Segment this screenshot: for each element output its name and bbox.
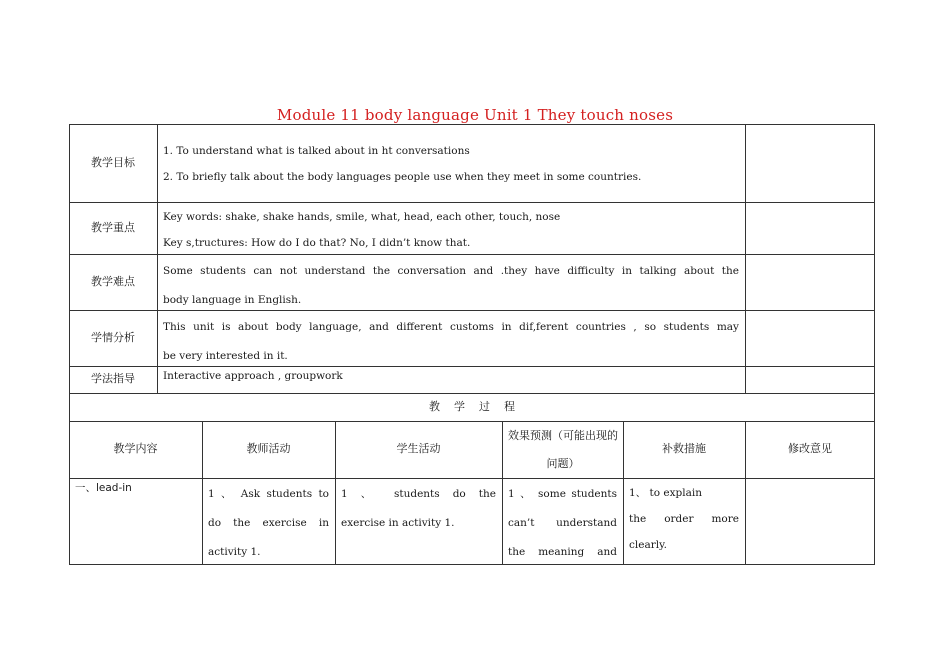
col-header-revision: 修改意见 — [788, 442, 832, 456]
row-content-difficulties — [157, 257, 745, 310]
methods-line: Interactive approach , groupwork — [163, 370, 343, 382]
prediction-line-1: 1 、 some students — [508, 488, 617, 500]
row-label-difficulties: 教学难点 — [91, 274, 135, 288]
cell-revision — [745, 478, 875, 564]
remedy-line-2: the order more — [629, 513, 739, 525]
objective-line-1: 1. To understand what is talked about in ht conversations — [163, 145, 470, 157]
col-header-teacher: 教师活动 — [246, 442, 291, 456]
document-title: Module 11 body language Unit 1 They touch noses — [276, 106, 674, 124]
row-content-objectives — [157, 138, 745, 202]
remedy-line-1: 1、 to explain — [629, 487, 702, 499]
cell-remedy — [623, 478, 745, 564]
cell-student-activity — [335, 478, 502, 564]
cell-teacher-activity — [202, 478, 335, 564]
row-label-key-points: 教学重点 — [91, 220, 135, 234]
difficulty-line-1: Some students can not understand the conversation and .they have difficulty in talking about the — [163, 265, 739, 277]
col-header-student: 学生活动 — [396, 442, 441, 456]
analysis-line-2: be very interested in it. — [163, 350, 288, 362]
row-content-methods — [157, 366, 745, 393]
process-header: 教 学 过 程 — [429, 399, 515, 413]
analysis-line-1: This unit is about body language, and different customs in dif,ferent countries , so students may — [163, 321, 739, 333]
student-line-1: 1 、 students do the — [341, 488, 496, 500]
student-line-2: exercise in activity 1. — [341, 517, 455, 529]
prediction-line-2: can’t understand — [508, 517, 617, 529]
row-content-analysis — [157, 313, 745, 366]
cell-content-lead-in: 一、lead-in — [75, 482, 132, 494]
col-header-remedy: 补救措施 — [662, 442, 706, 456]
row-label-methods: 学法指导 — [91, 372, 135, 386]
col-header-content: 教学内容 — [113, 442, 158, 456]
row-label-objectives: 教学目标 — [91, 155, 135, 169]
difficulty-line-2: body language in English. — [163, 294, 302, 306]
prediction-line-3: the meaning and — [508, 546, 617, 558]
teacher-line-3: activity 1. — [208, 546, 261, 558]
remedy-line-3: clearly. — [629, 539, 667, 551]
row-content-key-points — [157, 204, 745, 254]
objective-line-2: 2. To briefly talk about the body languages people use when they meet in some countries. — [163, 171, 642, 183]
key-structures-line: Key s,tructures: How do I do that? No, I didn’t know that. — [163, 237, 471, 249]
teacher-line-1: 1 、 Ask students to — [208, 488, 329, 500]
row-label-analysis: 学情分析 — [91, 330, 135, 344]
key-words-line: Key words: shake, shake hands, smile, what, head, each other, touch, nose — [163, 211, 561, 223]
cell-prediction — [502, 478, 623, 564]
col-header-prediction: 效果预测（可能出现的问题） — [508, 428, 618, 470]
teacher-line-2: do the exercise in — [208, 517, 329, 529]
